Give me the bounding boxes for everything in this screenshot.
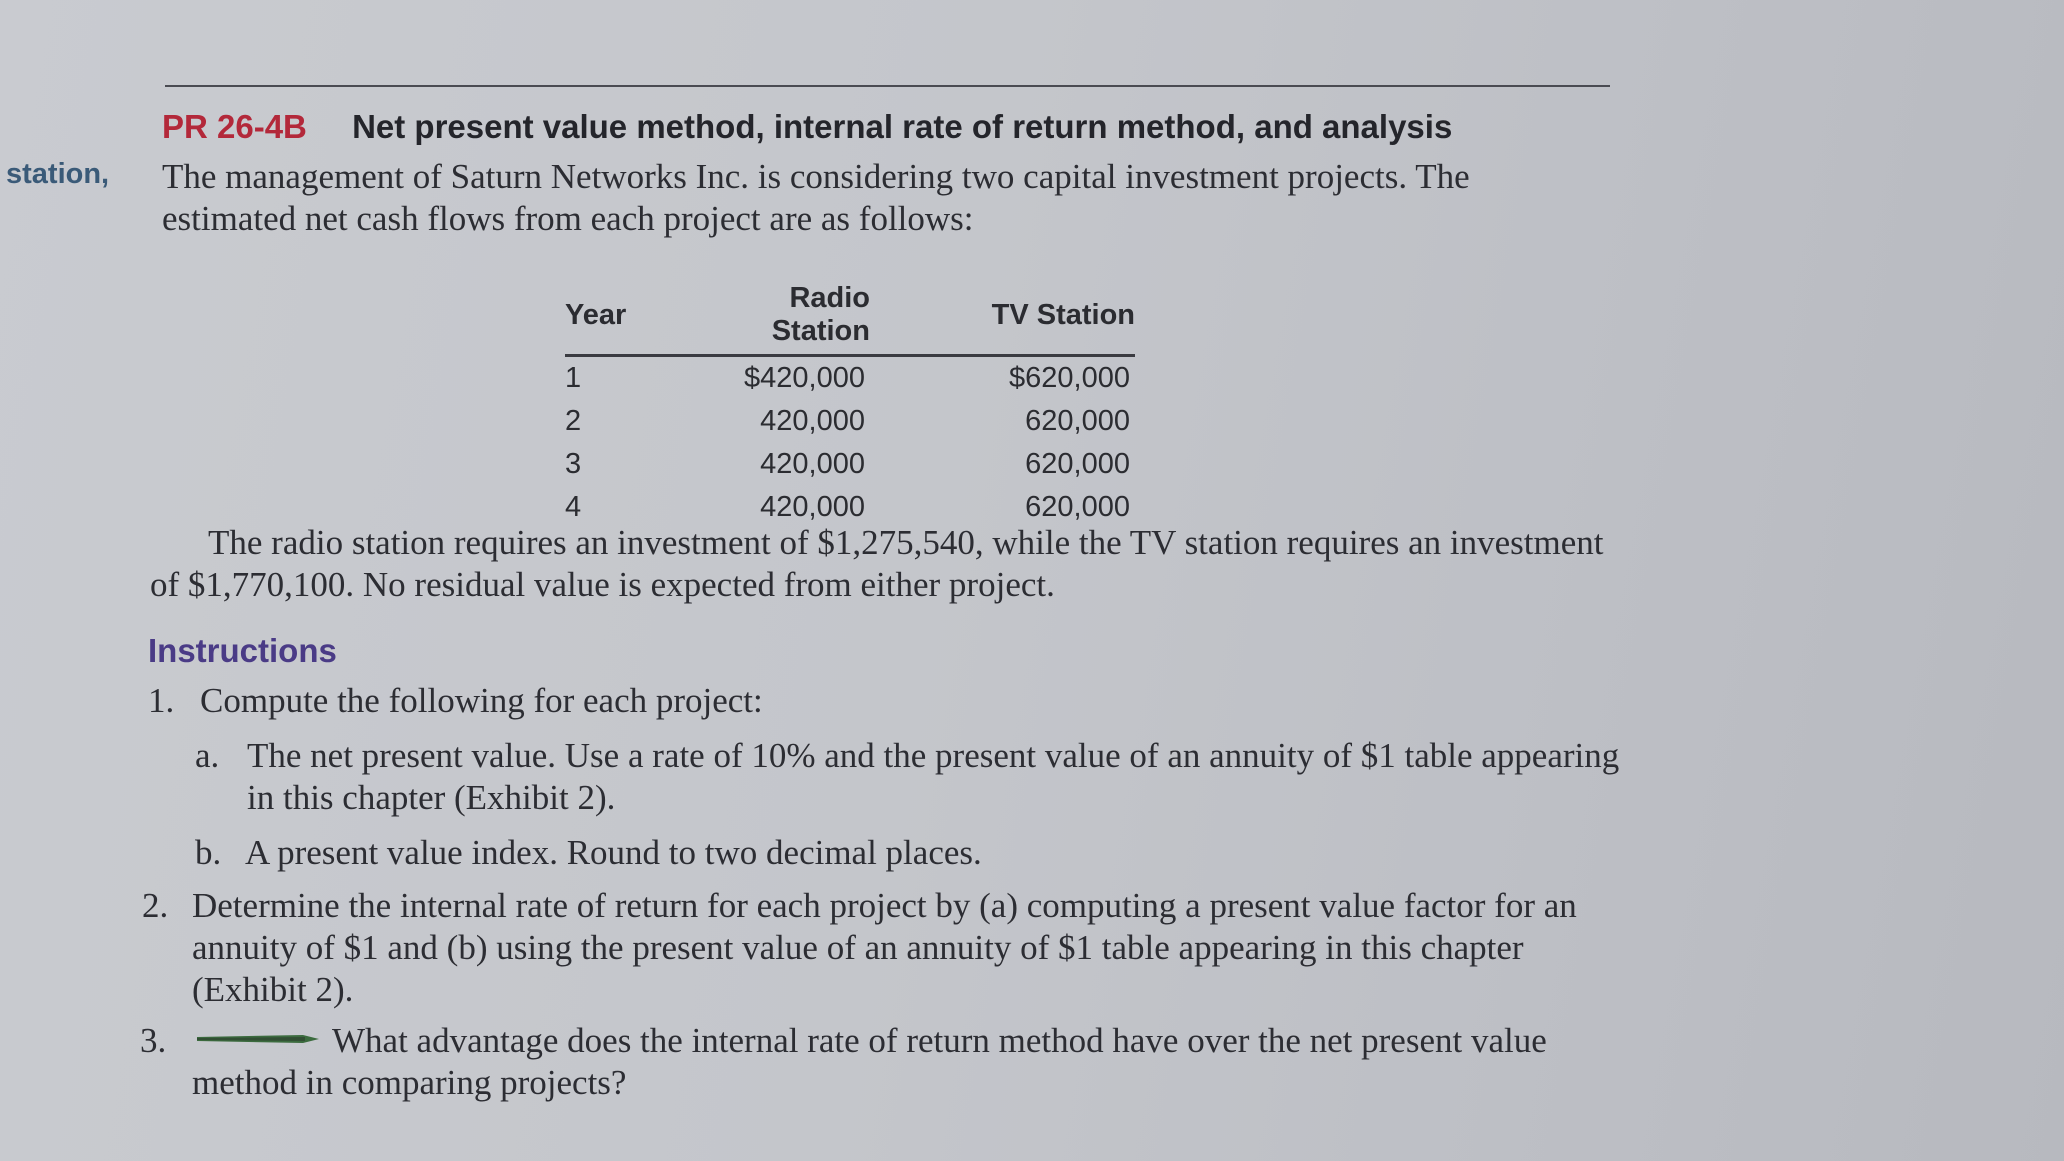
- arrow-icon: [195, 1032, 320, 1046]
- instruction-item-1b: [195, 832, 1620, 874]
- cell-year: 2: [565, 405, 582, 437]
- cell-tv: 620,000: [1025, 405, 1130, 437]
- cell-radio: 420,000: [760, 405, 865, 437]
- item-text: The net present value. Use a rate of 10% and the present value of an annuity of $1 table appearing in this chapter (Exhibit 2).: [247, 736, 1620, 817]
- header-tv-station: TV Station: [870, 282, 1135, 356]
- problem-intro: The management of Saturn Networks Inc. is considering two capital investment projects. The estimated net cash flows from each project are as follows:: [162, 157, 1470, 238]
- cell-tv: $620,000: [1009, 362, 1130, 394]
- item-text: What advantage does the internal rate of return method have over the net present value method in comparing projects?: [192, 1021, 1547, 1102]
- item-text: A present value index. Round to two decimal places.: [245, 833, 982, 872]
- table-header-row: [565, 282, 1135, 356]
- item-number: 2.: [142, 886, 169, 925]
- cell-year: 4: [565, 491, 582, 523]
- item-label: b.: [195, 833, 222, 872]
- table-row: [565, 443, 1135, 486]
- problem-code: PR 26-4B: [162, 108, 307, 145]
- item-text: Determine the internal rate of return for each project by (a) computing a present value factor for an annuity of $1 and (b) using the present value of an annuity of $1 table appearing in this chapter (Exhibit 2).: [192, 886, 1577, 1009]
- instruction-item-3: [140, 1020, 1602, 1104]
- header-year: Year: [565, 282, 705, 356]
- header-radio-station: Radio Station: [705, 282, 870, 356]
- instructions-heading: Instructions: [148, 632, 337, 669]
- cell-radio: 420,000: [760, 448, 865, 480]
- margin-note: station,: [6, 158, 110, 190]
- item-number: 3.: [140, 1021, 167, 1060]
- cash-flow-table: [565, 282, 1135, 529]
- cell-tv: 620,000: [1025, 448, 1130, 480]
- item-label: a.: [195, 736, 220, 775]
- investment-paragraph: The radio station requires an investment of $1,275,540, while the TV station requires an investment of $1,770,100. No residual value is expected from either project.: [150, 523, 1604, 604]
- problem-title: Net present value method, internal rate of return method, and analysis: [352, 108, 1453, 145]
- instruction-item-1a: [195, 735, 1620, 819]
- table-row: [565, 400, 1135, 443]
- cell-radio: 420,000: [760, 491, 865, 523]
- item-number: 1.: [148, 681, 175, 720]
- cell-radio: $420,000: [744, 362, 865, 394]
- cell-year: 3: [565, 448, 582, 480]
- cell-tv: 620,000: [1025, 491, 1130, 523]
- instruction-item-1: [148, 680, 1618, 722]
- item-text: Compute the following for each project:: [200, 681, 763, 720]
- instruction-item-2: [142, 885, 1602, 1011]
- cell-year: 1: [565, 362, 582, 394]
- table-row: [565, 356, 1135, 401]
- problem-heading: [162, 108, 1452, 146]
- top-rule: [165, 85, 1610, 87]
